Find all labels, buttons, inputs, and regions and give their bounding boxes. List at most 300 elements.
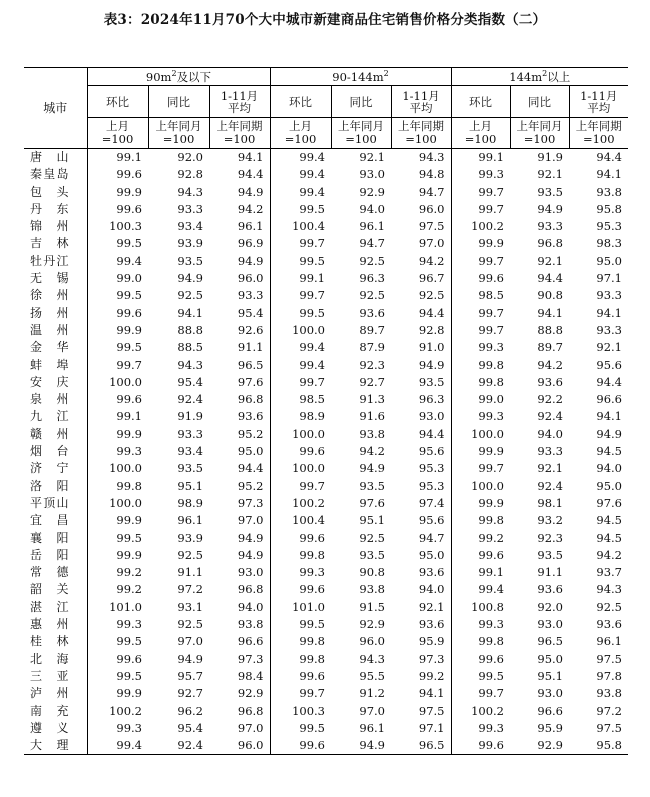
index-value: 94.9 bbox=[537, 201, 563, 216]
index-value: 97.0 bbox=[237, 513, 264, 528]
index-value: 96.7 bbox=[418, 271, 445, 286]
city-name: 丹东 bbox=[30, 201, 69, 216]
index-value: 93.6 bbox=[596, 617, 622, 632]
index-value: 99.7 bbox=[451, 201, 510, 218]
index-value: 95.2 bbox=[237, 478, 264, 493]
index-value: 93.6 bbox=[237, 409, 264, 424]
table-row bbox=[24, 391, 628, 408]
city-name: 无锡 bbox=[30, 271, 69, 286]
index-value: 92.1 bbox=[537, 253, 563, 268]
index-value: 93.9 bbox=[177, 530, 203, 545]
index-value: 99.5 bbox=[270, 720, 331, 737]
index-value: 92.8 bbox=[177, 167, 203, 182]
index-value: 96.0 bbox=[237, 271, 264, 286]
index-value: 100.2 bbox=[87, 703, 148, 720]
index-value: 99.5 bbox=[270, 616, 331, 633]
city-name: 吉林 bbox=[30, 236, 69, 251]
table-row bbox=[24, 166, 628, 183]
index-value: 94.1 bbox=[177, 305, 203, 320]
index-value: 99.9 bbox=[87, 512, 148, 529]
city-name: 蚌埠 bbox=[30, 357, 69, 372]
subheader-avg-line1: 1-11月 bbox=[402, 88, 440, 103]
index-value: 95.6 bbox=[418, 513, 445, 528]
index-value: 94.3 bbox=[359, 651, 385, 666]
index-value: 92.1 bbox=[537, 461, 563, 476]
index-value: 93.5 bbox=[359, 478, 385, 493]
index-value: 99.1 bbox=[451, 564, 510, 581]
index-value: 99.4 bbox=[451, 581, 510, 598]
index-value: 94.0 bbox=[418, 582, 445, 597]
index-value: 100.4 bbox=[270, 218, 331, 235]
subheader-hb: 环比 bbox=[87, 86, 148, 118]
city-name: 泸州 bbox=[30, 686, 69, 701]
index-value: 93.3 bbox=[596, 322, 622, 337]
index-value: 99.7 bbox=[451, 184, 510, 201]
index-value: 99.7 bbox=[270, 685, 331, 702]
index-value: 90.8 bbox=[359, 565, 385, 580]
index-value: 99.5 bbox=[87, 530, 148, 547]
index-value: 94.4 bbox=[237, 461, 264, 476]
index-value: 100.2 bbox=[451, 218, 510, 235]
index-value: 99.6 bbox=[451, 651, 510, 668]
index-value: 99.6 bbox=[87, 166, 148, 183]
index-value: 93.3 bbox=[237, 288, 264, 303]
index-value: 93.8 bbox=[359, 426, 385, 441]
city-name: 九江 bbox=[30, 409, 69, 424]
table-row bbox=[24, 408, 628, 425]
table-row bbox=[24, 287, 628, 304]
city-name: 遵义 bbox=[30, 720, 69, 735]
index-value: 99.3 bbox=[87, 616, 148, 633]
table-row bbox=[24, 460, 628, 477]
index-value: 93.3 bbox=[596, 288, 622, 303]
index-value: 98.3 bbox=[596, 236, 622, 251]
index-value: 93.8 bbox=[596, 686, 622, 701]
base-line1: 上月 bbox=[289, 119, 312, 133]
index-value: 93.8 bbox=[596, 184, 622, 199]
index-value: 99.8 bbox=[451, 374, 510, 391]
city-name: 唐山 bbox=[30, 150, 69, 164]
table-row bbox=[24, 599, 628, 616]
index-value: 99.6 bbox=[270, 581, 331, 598]
index-value: 92.5 bbox=[418, 288, 445, 303]
index-value: 90.8 bbox=[537, 288, 563, 303]
city-name: 常德 bbox=[30, 565, 69, 580]
subheader-avg-line2: 平均 bbox=[228, 100, 251, 115]
city-name: 北海 bbox=[30, 651, 69, 666]
index-value: 95.4 bbox=[237, 305, 264, 320]
index-value: 100.0 bbox=[451, 426, 510, 443]
index-value: 99.5 bbox=[270, 305, 331, 322]
index-value: 97.5 bbox=[596, 720, 622, 735]
index-value: 94.2 bbox=[596, 547, 622, 562]
index-value: 94.4 bbox=[237, 167, 264, 182]
table-row bbox=[24, 651, 628, 668]
index-value: 95.3 bbox=[418, 478, 445, 493]
index-value: 94.9 bbox=[237, 253, 264, 268]
city-name: 烟台 bbox=[30, 444, 69, 459]
index-value: 94.9 bbox=[596, 426, 622, 441]
index-value: 94.1 bbox=[418, 686, 445, 701]
index-value: 99.8 bbox=[451, 512, 510, 529]
table-row bbox=[24, 270, 628, 287]
group-label-post: 以上 bbox=[547, 69, 571, 84]
index-value: 97.5 bbox=[418, 703, 445, 718]
index-value: 94.0 bbox=[537, 426, 563, 441]
index-value: 100.2 bbox=[451, 703, 510, 720]
base-line1: 上年同月 bbox=[155, 119, 202, 133]
index-value: 94.9 bbox=[237, 547, 264, 562]
index-value: 92.9 bbox=[359, 617, 385, 632]
index-value: 92.5 bbox=[177, 547, 203, 562]
index-value: 99.2 bbox=[87, 581, 148, 598]
index-value: 88.5 bbox=[177, 340, 203, 355]
city-name: 南充 bbox=[30, 703, 69, 718]
index-value: 99.1 bbox=[451, 149, 510, 167]
index-value: 89.7 bbox=[537, 340, 563, 355]
index-value: 94.5 bbox=[596, 513, 622, 528]
index-value: 97.2 bbox=[177, 582, 203, 597]
table-row bbox=[24, 547, 628, 564]
index-value: 92.7 bbox=[177, 686, 203, 701]
index-value: 92.5 bbox=[359, 530, 385, 545]
index-value: 96.3 bbox=[418, 392, 445, 407]
index-value: 96.0 bbox=[209, 737, 270, 755]
index-value: 99.4 bbox=[270, 184, 331, 201]
table-row bbox=[24, 374, 628, 391]
index-value: 99.9 bbox=[451, 495, 510, 512]
city-name: 赣州 bbox=[30, 426, 69, 441]
base-line1: 上月 bbox=[469, 119, 492, 133]
index-value: 92.9 bbox=[237, 686, 264, 701]
index-value: 92.9 bbox=[510, 737, 569, 755]
index-value: 93.0 bbox=[537, 617, 563, 632]
subheader-avg-line1: 1-11月 bbox=[580, 88, 618, 103]
index-value: 96.1 bbox=[359, 219, 385, 234]
index-value: 98.4 bbox=[237, 668, 264, 683]
index-value: 95.3 bbox=[596, 219, 622, 234]
city-name: 牡丹江 bbox=[30, 253, 69, 268]
index-value: 91.0 bbox=[418, 340, 445, 355]
city-name: 宜昌 bbox=[30, 513, 69, 528]
index-value: 99.9 bbox=[451, 443, 510, 460]
subheader-tb: 同比 bbox=[510, 86, 569, 118]
city-name: 金华 bbox=[30, 340, 69, 355]
index-value: 93.6 bbox=[537, 374, 563, 389]
index-value: 93.0 bbox=[237, 565, 264, 580]
table-row bbox=[24, 616, 628, 633]
index-value: 92.9 bbox=[359, 184, 385, 199]
index-value: 98.9 bbox=[270, 408, 331, 425]
index-value: 93.6 bbox=[418, 617, 445, 632]
index-value: 88.8 bbox=[177, 322, 203, 337]
index-value: 92.1 bbox=[359, 150, 385, 164]
index-value: 92.4 bbox=[177, 392, 203, 407]
index-value: 93.1 bbox=[177, 599, 203, 614]
index-value: 93.8 bbox=[359, 582, 385, 597]
index-value: 99.3 bbox=[451, 166, 510, 183]
city-name: 包头 bbox=[30, 184, 69, 199]
base-hb bbox=[270, 118, 331, 149]
table-row bbox=[24, 201, 628, 218]
index-value: 94.1 bbox=[596, 409, 622, 424]
base-tb bbox=[331, 118, 391, 149]
index-value: 99.6 bbox=[270, 443, 331, 460]
city-name: 惠州 bbox=[30, 617, 69, 632]
index-value: 94.9 bbox=[359, 461, 385, 476]
index-value: 99.3 bbox=[451, 339, 510, 356]
index-value: 92.4 bbox=[537, 409, 563, 424]
city-name: 襄阳 bbox=[30, 530, 69, 545]
city-name: 扬州 bbox=[30, 305, 69, 320]
index-value: 97.3 bbox=[418, 651, 445, 666]
index-value: 99.3 bbox=[451, 616, 510, 633]
index-value: 100.0 bbox=[451, 478, 510, 495]
index-value: 99.6 bbox=[270, 668, 331, 685]
table-row bbox=[24, 581, 628, 598]
index-value: 97.3 bbox=[237, 651, 264, 666]
index-value: 95.1 bbox=[537, 668, 563, 683]
index-value: 94.2 bbox=[418, 253, 445, 268]
index-value: 96.1 bbox=[237, 219, 264, 234]
table-row bbox=[24, 512, 628, 529]
base-line2: =100 bbox=[405, 132, 437, 146]
index-value: 92.2 bbox=[537, 392, 563, 407]
table-row bbox=[24, 184, 628, 201]
base-line2: =100 bbox=[345, 132, 377, 146]
index-value: 94.4 bbox=[418, 426, 445, 441]
index-value: 100.0 bbox=[270, 322, 331, 339]
index-value: 97.6 bbox=[237, 374, 264, 389]
index-value: 92.5 bbox=[359, 288, 385, 303]
index-value: 94.9 bbox=[418, 357, 445, 372]
base-hb bbox=[451, 118, 510, 149]
base-line2: =100 bbox=[284, 132, 317, 146]
index-value: 92.1 bbox=[537, 167, 563, 182]
index-value: 94.2 bbox=[359, 444, 385, 459]
index-value: 95.6 bbox=[418, 444, 445, 459]
index-value: 92.3 bbox=[359, 357, 385, 372]
group-header-medium bbox=[270, 68, 451, 86]
index-value: 100.4 bbox=[270, 512, 331, 529]
base-line1: 上年同月 bbox=[338, 119, 384, 133]
index-value: 99.1 bbox=[87, 408, 148, 425]
index-value: 92.7 bbox=[359, 374, 385, 389]
index-value: 99.7 bbox=[451, 322, 510, 339]
index-value: 99.3 bbox=[451, 720, 510, 737]
index-value: 93.6 bbox=[418, 565, 445, 580]
index-value: 99.5 bbox=[270, 253, 331, 270]
index-value: 93.6 bbox=[537, 582, 563, 597]
subheader-avg bbox=[569, 86, 628, 118]
index-value: 94.2 bbox=[537, 357, 563, 372]
index-value: 95.0 bbox=[596, 478, 622, 493]
city-name: 韶关 bbox=[30, 582, 69, 597]
index-value: 99.6 bbox=[87, 651, 148, 668]
table-row bbox=[24, 703, 628, 720]
index-value: 99.6 bbox=[87, 201, 148, 218]
index-value: 94.3 bbox=[177, 357, 203, 372]
index-value: 98.5 bbox=[270, 391, 331, 408]
index-value: 99.5 bbox=[87, 235, 148, 252]
index-value: 95.0 bbox=[418, 547, 445, 562]
table-row bbox=[24, 357, 628, 374]
index-value: 94.9 bbox=[177, 271, 203, 286]
index-value: 92.4 bbox=[537, 478, 563, 493]
index-value: 96.1 bbox=[596, 634, 622, 649]
base-line2: =100 bbox=[582, 132, 615, 146]
index-value: 93.5 bbox=[177, 461, 203, 476]
index-value: 99.9 bbox=[87, 426, 148, 443]
index-value: 94.1 bbox=[537, 305, 563, 320]
index-value: 89.7 bbox=[359, 322, 385, 337]
city-name: 平顶山 bbox=[30, 495, 69, 510]
table-row bbox=[24, 253, 628, 270]
table-row bbox=[24, 478, 628, 495]
city-name: 秦皇岛 bbox=[30, 167, 69, 182]
index-value: 95.2 bbox=[237, 426, 264, 441]
base-avg bbox=[209, 118, 270, 149]
subheader-avg bbox=[391, 86, 451, 118]
city-name: 济宁 bbox=[30, 461, 69, 476]
index-value: 93.3 bbox=[177, 201, 203, 216]
index-value: 95.0 bbox=[237, 444, 264, 459]
table-header bbox=[24, 68, 628, 149]
city-name: 桂林 bbox=[30, 634, 69, 649]
index-value: 95.4 bbox=[177, 720, 203, 735]
table-row bbox=[24, 495, 628, 512]
index-value: 99.0 bbox=[451, 391, 510, 408]
subheader-tb: 同比 bbox=[331, 86, 391, 118]
index-value: 97.6 bbox=[596, 495, 622, 510]
index-value: 99.4 bbox=[270, 166, 331, 183]
index-value: 93.5 bbox=[537, 184, 563, 199]
index-value: 99.4 bbox=[270, 149, 331, 167]
index-value: 96.6 bbox=[596, 392, 622, 407]
index-value: 97.6 bbox=[359, 495, 385, 510]
index-value: 94.9 bbox=[177, 651, 203, 666]
index-value: 94.3 bbox=[596, 582, 622, 597]
table-row bbox=[24, 322, 628, 339]
table-row bbox=[24, 633, 628, 650]
index-value: 99.5 bbox=[451, 668, 510, 685]
index-value: 99.7 bbox=[451, 460, 510, 477]
table-row bbox=[24, 720, 628, 737]
index-value: 99.7 bbox=[270, 478, 331, 495]
base-line2: =100 bbox=[101, 132, 134, 146]
table-row bbox=[24, 530, 628, 547]
index-value: 91.2 bbox=[359, 686, 385, 701]
index-value: 95.9 bbox=[537, 720, 563, 735]
index-value: 91.9 bbox=[537, 150, 563, 164]
index-value: 92.1 bbox=[418, 599, 445, 614]
index-value: 99.7 bbox=[270, 374, 331, 391]
index-value: 96.5 bbox=[537, 634, 563, 649]
index-value: 94.0 bbox=[359, 201, 385, 216]
index-value: 96.6 bbox=[537, 703, 563, 718]
index-value: 95.0 bbox=[596, 253, 622, 268]
city-name: 泉州 bbox=[30, 392, 69, 407]
index-value: 87.9 bbox=[359, 340, 385, 355]
index-value: 97.8 bbox=[596, 668, 622, 683]
index-value: 99.9 bbox=[87, 685, 148, 702]
index-value: 100.0 bbox=[270, 426, 331, 443]
index-value: 99.2 bbox=[418, 668, 445, 683]
index-value: 93.2 bbox=[537, 513, 563, 528]
index-value: 92.5 bbox=[359, 253, 385, 268]
index-value: 94.1 bbox=[596, 167, 622, 182]
table-row bbox=[24, 218, 628, 235]
index-value: 94.7 bbox=[418, 184, 445, 199]
city-name: 安庆 bbox=[30, 374, 69, 389]
index-value: 99.1 bbox=[270, 270, 331, 287]
index-value: 99.7 bbox=[270, 287, 331, 304]
index-value: 96.8 bbox=[537, 236, 563, 251]
base-line2: =100 bbox=[464, 132, 497, 146]
index-value: 92.0 bbox=[537, 599, 563, 614]
index-value: 92.6 bbox=[237, 322, 264, 337]
index-value: 94.5 bbox=[596, 444, 622, 459]
table-row bbox=[24, 235, 628, 252]
index-value: 98.1 bbox=[537, 495, 563, 510]
index-value: 93.3 bbox=[537, 219, 563, 234]
index-value: 99.6 bbox=[451, 737, 510, 755]
city-name: 洛阳 bbox=[30, 478, 69, 493]
index-value: 93.7 bbox=[596, 565, 622, 580]
index-value: 92.1 bbox=[596, 340, 622, 355]
index-value: 97.5 bbox=[596, 651, 622, 666]
city-name: 岳阳 bbox=[30, 547, 69, 562]
index-value: 99.8 bbox=[451, 633, 510, 650]
index-value: 91.1 bbox=[237, 340, 264, 355]
index-value: 97.0 bbox=[177, 634, 203, 649]
base-line1: 上年同期 bbox=[398, 119, 444, 133]
price-index-table bbox=[24, 67, 628, 755]
index-value: 99.2 bbox=[451, 530, 510, 547]
index-value: 94.1 bbox=[596, 305, 622, 320]
index-value: 92.8 bbox=[418, 322, 445, 337]
index-value: 96.5 bbox=[237, 357, 264, 372]
index-value: 92.0 bbox=[177, 150, 203, 164]
index-value: 99.9 bbox=[451, 235, 510, 252]
index-value: 100.0 bbox=[87, 460, 148, 477]
base-line2: =100 bbox=[523, 132, 556, 146]
index-value: 93.5 bbox=[537, 547, 563, 562]
index-value: 96.6 bbox=[237, 634, 264, 649]
index-value: 95.4 bbox=[177, 374, 203, 389]
index-value: 95.0 bbox=[537, 651, 563, 666]
index-value: 99.4 bbox=[87, 253, 148, 270]
index-value: 94.9 bbox=[237, 530, 264, 545]
index-value: 99.4 bbox=[270, 357, 331, 374]
index-value: 95.3 bbox=[418, 461, 445, 476]
index-value: 96.3 bbox=[359, 271, 385, 286]
index-value: 92.5 bbox=[177, 617, 203, 632]
index-value: 96.1 bbox=[359, 720, 385, 735]
index-value: 88.8 bbox=[537, 322, 563, 337]
index-value: 94.4 bbox=[418, 305, 445, 320]
index-value: 92.5 bbox=[177, 288, 203, 303]
index-value: 93.0 bbox=[418, 409, 445, 424]
index-value: 93.0 bbox=[537, 686, 563, 701]
index-value: 100.2 bbox=[270, 495, 331, 512]
index-value: 99.7 bbox=[270, 235, 331, 252]
index-value: 94.3 bbox=[418, 150, 445, 164]
index-value: 97.1 bbox=[596, 271, 622, 286]
index-value: 99.6 bbox=[270, 530, 331, 547]
index-value: 98.5 bbox=[451, 287, 510, 304]
index-value: 99.8 bbox=[87, 478, 148, 495]
